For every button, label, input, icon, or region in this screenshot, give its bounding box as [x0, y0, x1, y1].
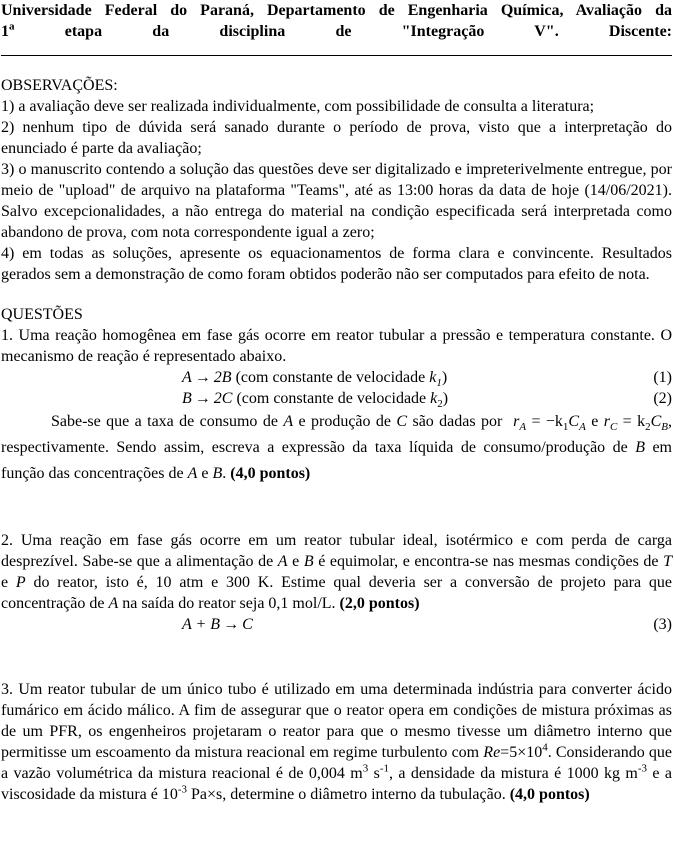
observacao-item: 3) o manuscrito contendo a solução das questões deve ser digitalizado e impreterivelmente entregue, por meio de "upload" de arquivo na plataforma "Teams", até as 13:00 horas da data de hoje (14/06/2021). Salvo excepcionalidades, a não entrega do material na condição especificada será interpretada como abandono de prova, com nota correspondente igual a zero; [1, 161, 672, 241]
arrow-icon: → [194, 390, 211, 407]
document-page [1, 0, 672, 805]
observacoes-section [1, 75, 672, 285]
question-3-text: 3. Um reator tubular de um único tubo é utilizado em uma determinada indústria para converter ácido fumárico em ácido málico. A fim de assegurar que o reator opera em condições de mistura próximas as de um PFR, os engenheiros projetaram o reator para que o mesmo tivesse um diâmetro interno que permitisse um escoamento da mistura reacional em regime turbulento com $Re=5\times 10^4$. Considerando que a vazão volumétrica da mistura reacional é de 0,004 $m^3$ $s^{-1}$, a densidade da mistura é 1000 kg $m^{-3}$ e a viscosidade da mistura é $10^{-3}$ Pa×s, determine o diâmetro interno da tubulação. (4,0 pontos) [1, 681, 673, 803]
header-text: Universidade Federal do Paraná, Departamento de Engenharia Química, Avaliação da [1, 2, 672, 19]
question-3-points: (4,0 pontos) [509, 786, 590, 803]
questoes-section [1, 304, 672, 805]
observacoes-title: OBSERVAÇÕES: [1, 77, 118, 94]
question-1-intro: 1. Uma reação homogênea em fase gás ocorre em reator tubular a pressão e temperatura constante. O mecanismo de reação é representado abaixo. [1, 327, 672, 365]
equation-number: (1) [653, 369, 672, 386]
question-1-body: Sabe-se que a taxa de consumo de A e produção de C são dadas por $r_A = -k_1C_A$ e $r_C = k_2C_B$, respectivamente. Sendo assim, escreva a expressão da taxa líquida de consumo/produção de B em função das concentrações de A e B. (4,0 pontos) [1, 413, 673, 482]
header-line-1 [1, 0, 672, 21]
header-line-2 [1, 21, 672, 42]
question-2-points: (2,0 pontos) [339, 595, 420, 612]
observacao-item: 1) a avaliação deve ser realizada individualmente, com possibilidade de consulta a literatura; [1, 98, 595, 115]
arrow-icon: → [223, 616, 240, 633]
equation-number: (2) [653, 390, 672, 407]
question-1-points: (4,0 pontos) [230, 465, 311, 482]
equation-2: B → 2C (com constante de velocidade $k_2$) (2) [182, 390, 672, 411]
questoes-title: QUESTÕES [1, 306, 83, 323]
question-2-text: 2. Uma reação em fase gás ocorre em um reator tubular ideal, isotérmico e com perda de carga desprezível. Sabe-se que a alimentação de A e B é equimolar, e encontra-se nas mesmas condições de T e P do reator, isto é, 10 atm e 300 K. Estime qual deveria ser a conversão de projeto para que concentração de A na saída do reator seja 0,1 mol/L. (2,0 pontos) [1, 532, 673, 612]
header-text-2: etapa da disciplina de "Integração V". Discente: [64, 23, 673, 40]
observacao-item: 4) em todas as soluções, apresente os equacionamentos de forma clara e convincente. Resultados gerados sem a demonstração de como foram obtidos poderão não ser computados para efeito de nota. [1, 245, 672, 283]
signature-line [1, 55, 672, 56]
equation-number: (3) [653, 616, 672, 633]
equation-1: A → 2B (com constante de velocidade $k_1$) (1) [182, 369, 672, 390]
arrow-icon: → [194, 369, 211, 386]
header-ordinal-sup: a [9, 20, 15, 33]
equation-3: A + B → C (3) [182, 616, 672, 633]
header-ordinal: 1 [1, 23, 9, 40]
observacao-item: 2) nenhum tipo de dúvida será sanado durante o período de prova, visto que a interpretação do enunciado é parte da avaliação; [1, 119, 672, 157]
